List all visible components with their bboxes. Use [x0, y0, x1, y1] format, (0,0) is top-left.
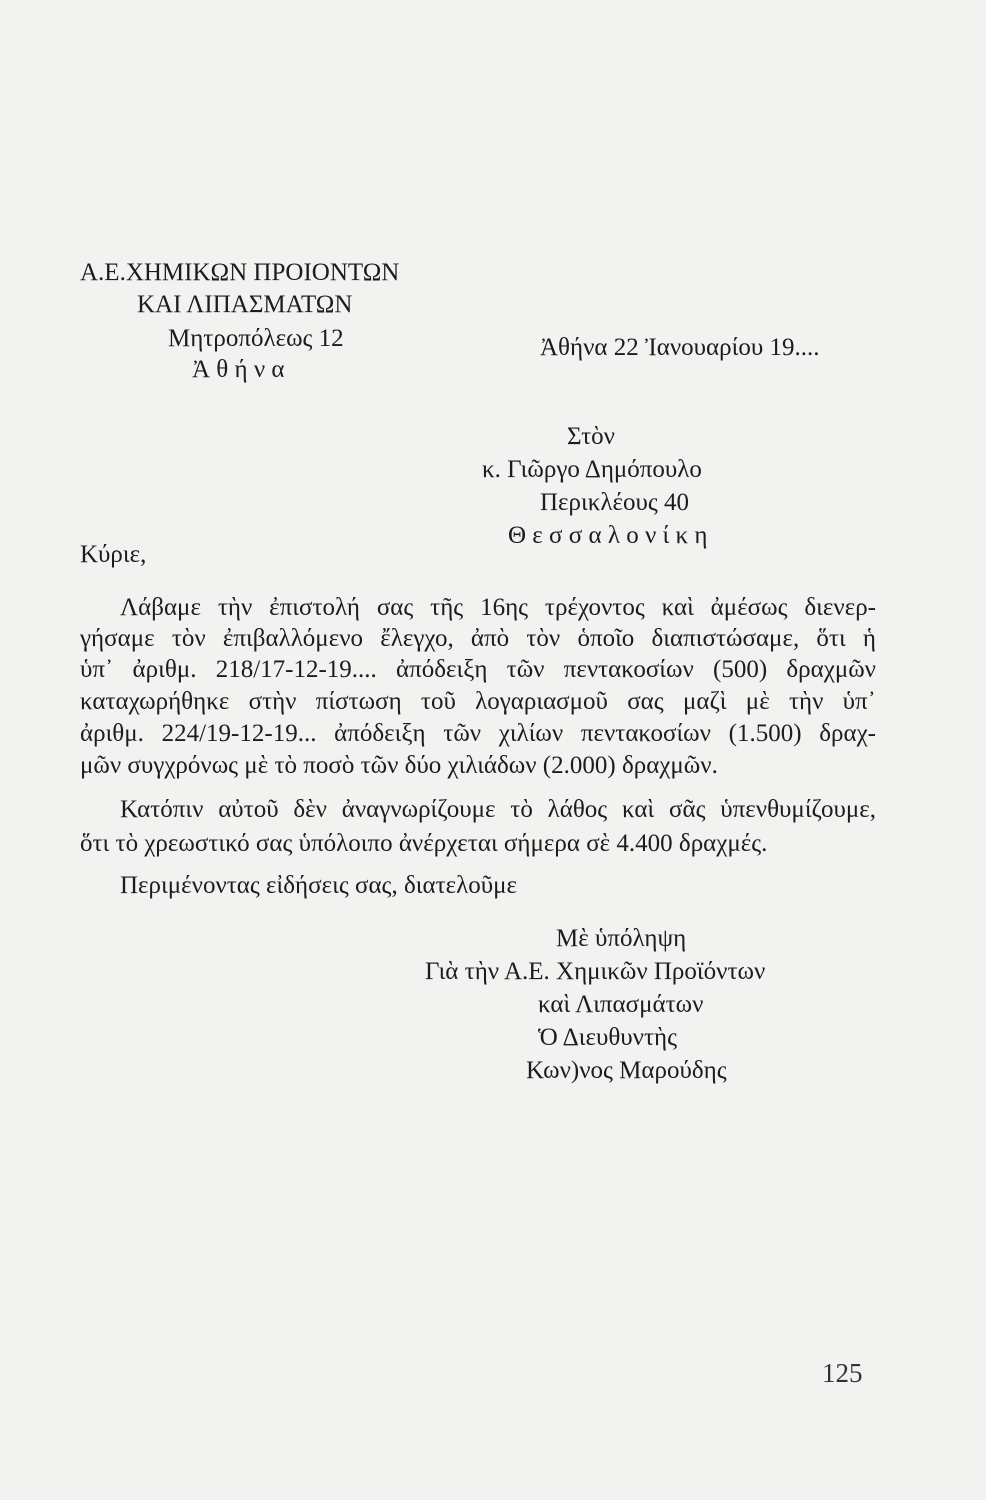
body-line: γήσαμε τὸν ἐπιβαλλόμενο ἔλεγχο, ἀπὸ τὸν ὁποῖο διαπιστώσαμε, ὅτι ἡ [80, 625, 876, 652]
sender-company-line2: ΚΑΙ ΛΙΠΑΣΜΑΤΩΝ [137, 291, 353, 318]
page-number: 125 [822, 1358, 863, 1388]
signature-line2: Γιὰ τὴν Α.Ε. Χημικῶν Προϊόντων [425, 958, 766, 985]
recipient-street: Περικλέους 40 [540, 489, 689, 516]
body-line: Λάβαμε τὴν ἐπιστολή σας τῆς 16ης τρέχοντος καὶ ἀμέσως διενερ- [120, 594, 876, 621]
sender-city: Ἀ θ ή ν α [192, 356, 285, 383]
sender-street: Μητροπόλεως 12 [168, 325, 344, 352]
body-line: ὅτι τὸ χρεωστικό σας ὑπόλοιπο ἀνέρχεται σήμερα σὲ 4.400 δραχμές. [80, 830, 768, 857]
salutation: Κύριε, [80, 541, 147, 568]
recipient-city: Θ ε σ σ α λ ο ν ί κ η [508, 522, 708, 549]
recipient-to: Στὸν [567, 423, 615, 450]
letter-date: Ἀθήνα 22 Ἰανουαρίου 19.... [540, 334, 820, 361]
body-line: Κατόπιν αὐτοῦ δὲν ἀναγνωρίζουμε τὸ λάθος καὶ σᾶς ὑπενθυμίζουμε, [120, 796, 876, 823]
signature-line4: Ὁ Διευθυντὴς [538, 1024, 678, 1051]
closing-line: Περιμένοντας εἰδήσεις σας, διατελοῦμε [120, 872, 518, 899]
sender-company-line1: Α.Ε.ΧΗΜΙΚΩΝ ΠΡΟΙΟΝΤΩΝ [80, 259, 400, 286]
body-line: ἀριθμ. 224/19-12-19... ἀπόδειξη τῶν χιλίων πεντακοσίων (1.500) δραχ- [80, 720, 876, 747]
body-line: καταχωρήθηκε στὴν πίστωση τοῦ λογαριασμοῦ σας μαζὶ μὲ τὴν ὑπ᾽ [80, 688, 876, 715]
body-line: ὑπ᾽ ἀριθμ. 218/17-12-19.... ἀπόδειξη τῶν πεντακοσίων (500) δραχμῶν [80, 656, 876, 683]
body-line: μῶν συγχρόνως μὲ τὸ ποσὸ τῶν δύο χιλιάδων (2.000) δραχμῶν. [80, 752, 718, 779]
recipient-name: κ. Γιῶργο Δημόπουλο [482, 456, 702, 483]
signature-line1: Μὲ ὑπόληψη [556, 925, 687, 952]
signature-line3: καὶ Λιπασμάτων [538, 991, 704, 1018]
signature-name: Κων)νος Μαρούδης [526, 1057, 727, 1084]
